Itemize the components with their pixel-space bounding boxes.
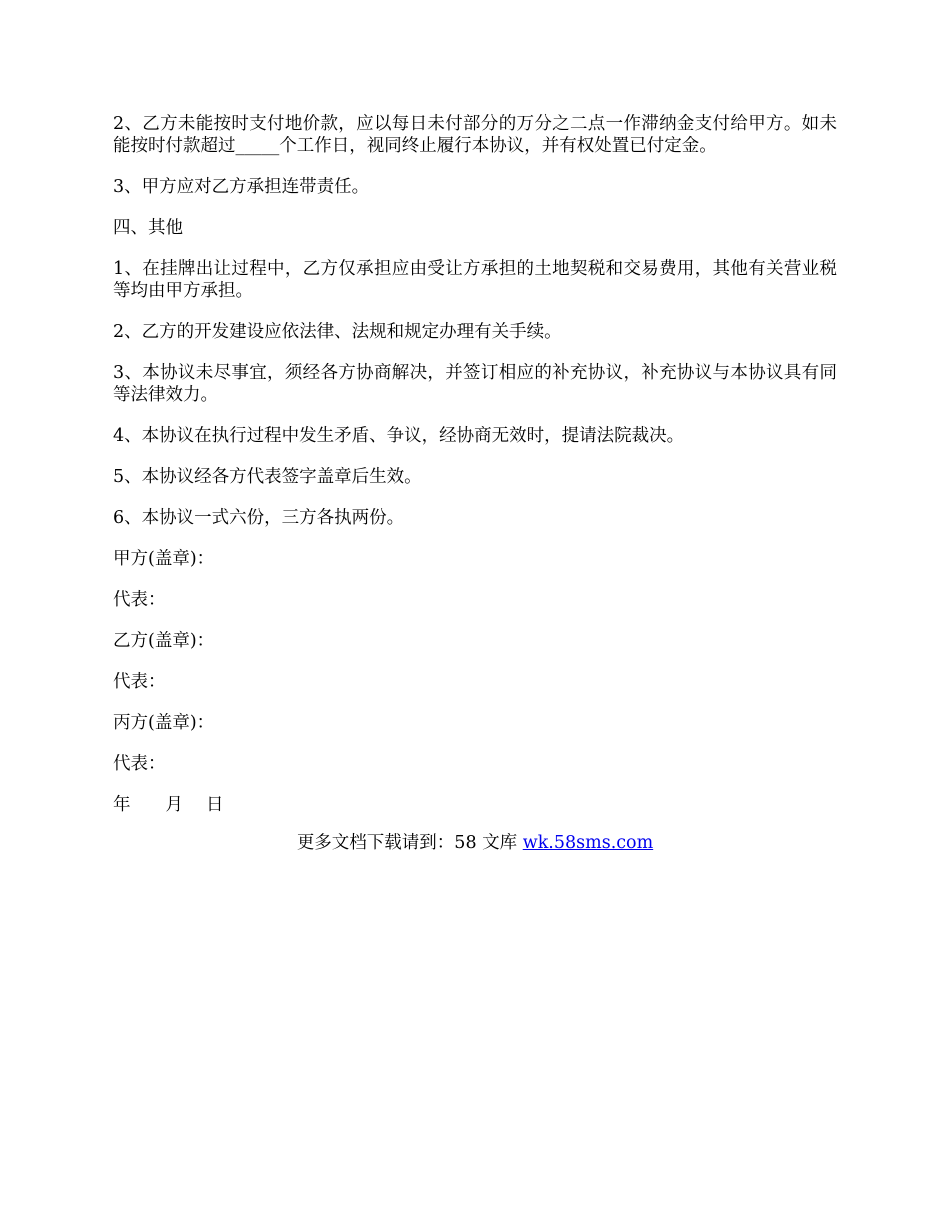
- clause-6-copies: 6、本协议一式六份，三方各执两份。: [113, 508, 405, 528]
- party-b-seal-label: 乙方(盖章)：: [113, 631, 215, 651]
- footer-text: 更多文档下载请到：58 文库: [296, 833, 523, 853]
- section-heading-other: 四、其他: [113, 218, 183, 238]
- clause-2-development: 2、乙方的开发建设应依法律、法规和规定办理有关手续。: [113, 322, 562, 342]
- footer-link[interactable]: wk.58sms.com: [522, 833, 654, 853]
- footer: [0, 832, 950, 854]
- party-b-representative-label: 代表：: [113, 672, 166, 692]
- clause-1-taxes: 1、在挂牌出让过程中，乙方仅承担应由受让方承担的土地契税和交易费用，其他有关营业税等均由甲方承担。: [113, 259, 837, 301]
- clause-2-late-payment: 2、乙方未能按时支付地价款，应以每日未付部分的万分之二点一作滞纳金支付给甲方。如未能按时付款超过_____个工作日，视同终止履行本协议，并有权处置已付定金。: [113, 114, 837, 156]
- document-body: [113, 113, 837, 835]
- clause-3-joint-liability: 3、甲方应对乙方承担连带责任。: [113, 177, 370, 197]
- party-a-seal-label: 甲方(盖章)：: [113, 549, 215, 569]
- clause-4-disputes: 4、本协议在执行过程中发生矛盾、争议，经协商无效时，提请法院裁决。: [113, 426, 685, 446]
- date-line: 年 月 日: [113, 795, 224, 815]
- clause-3-supplementary: 3、本协议未尽事宜，须经各方协商解决，并签订相应的补充协议，补充协议与本协议具有同等法律效力。: [113, 363, 837, 405]
- party-c-seal-label: 丙方(盖章)：: [113, 713, 215, 733]
- party-a-representative-label: 代表：: [113, 590, 166, 610]
- party-c-representative-label: 代表：: [113, 754, 166, 774]
- clause-5-effective: 5、本协议经各方代表签字盖章后生效。: [113, 467, 422, 487]
